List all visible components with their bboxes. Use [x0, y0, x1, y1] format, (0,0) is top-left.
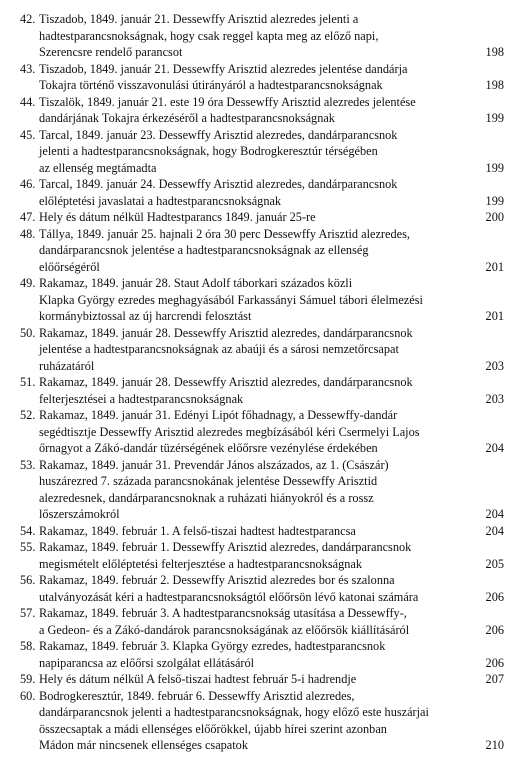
- page-number: 204: [485, 523, 504, 538]
- entry-line: lőszerszámokról: [39, 507, 120, 521]
- entry-line: Rakamaz, 1849. január 31. Prevendár János alszázados, az 1. (Császár): [39, 457, 389, 472]
- entry-line: Bodrogkeresztúr, 1849. február 6. Dessewffy Arisztid alezredes,: [39, 688, 355, 703]
- entry-number: 59.: [20, 672, 36, 686]
- entry-line: huszárezred 7. százada parancsnokának jelentése Dessewffy Arisztid: [39, 474, 378, 488]
- entry-line: Rakamaz, 1849. február 1. A felső-tiszai hadtest hadtestparancsa: [39, 523, 356, 538]
- entry-line: jelentése a hadtestparancsnokságnak az abaúji és a sárosi nemzetőrcsapat: [39, 342, 399, 356]
- toc-entry: [20, 539, 504, 572]
- entry-line: alezredesnek, dandárparancsnoknak a ruházati hiányokról és a rossz: [39, 490, 374, 505]
- entry-line: ruházatáról: [39, 358, 95, 373]
- entry-text: [39, 605, 504, 638]
- toc-entry: [20, 407, 504, 457]
- entry-line: Tiszadob, 1849. január 21. Dessewffy Arisztid alezredes jelenti a: [39, 12, 359, 26]
- entry-text: [39, 209, 504, 226]
- entry-line: az ellenség megtámadta: [39, 160, 157, 175]
- entry-line: Tarcal, 1849. január 23. Dessewffy Arisztid alezredes, dandárparancsnok: [39, 127, 398, 142]
- entry-line: Hely és dátum nélkül A felső-tiszai hadtest február 5-i hadrendje: [39, 672, 357, 686]
- page-number: 198: [485, 78, 504, 92]
- entry-line: Tiszadob, 1849. január 21. Dessewffy Arisztid alezredes jelentése dandárja: [39, 61, 408, 76]
- page-number: 200: [485, 210, 504, 224]
- entry-number: 50.: [20, 325, 36, 340]
- page-number: 207: [485, 672, 504, 686]
- toc-entry: [20, 209, 504, 226]
- entry-text: [39, 11, 504, 61]
- entry-number: 51.: [20, 375, 36, 389]
- entry-text: [39, 539, 504, 572]
- entry-line: a Gedeon- és a Zákó-dandárok parancsnokságának az előőrsök kiállításáról: [39, 622, 410, 637]
- page-number: 199: [485, 111, 504, 125]
- entry-text: [39, 638, 504, 671]
- page-number: 205: [485, 556, 504, 571]
- entry-line: Hely és dátum nélkül Hadtestparancs 1849. január 25-re: [39, 210, 316, 224]
- toc-entry: [20, 688, 504, 754]
- page-number: 203: [485, 391, 504, 406]
- page-number: 210: [485, 738, 504, 752]
- entry-number: 55.: [20, 540, 36, 554]
- entry-text: [39, 275, 504, 325]
- toc-entry: [20, 374, 504, 407]
- page-number: 206: [485, 589, 504, 604]
- toc-entry: [20, 176, 504, 209]
- page-number: 198: [485, 45, 504, 59]
- entry-text: [39, 325, 504, 375]
- entry-line: Tiszalök, 1849. január 21. este 19 óra Dessewffy Arisztid alezredes jelentése: [39, 94, 416, 109]
- entry-number: 54.: [20, 523, 36, 538]
- entry-number: 42.: [20, 12, 36, 26]
- entry-line: Tállya, 1849. január 25. hajnali 2 óra 30 perc Dessewffy Arisztid alezredes,: [39, 226, 410, 241]
- entry-line: Rakamaz, 1849. február 1. Dessewffy Arisztid alezredes, dandárparancsnok: [39, 540, 412, 554]
- table-of-contents: [20, 11, 504, 754]
- entry-line: napiparancsa az előőrsi szolgálat ellátásáról: [39, 655, 255, 670]
- page-number: 204: [485, 507, 504, 521]
- entry-text: [39, 671, 504, 688]
- entry-line: dandárparancsnok jelenti a hadtestparancsnokságnak, hogy előző este huszárjai: [39, 705, 429, 719]
- entry-line: Rakamaz, 1849. február 3. Klapka György ezredes, hadtestparancsnok: [39, 639, 386, 653]
- entry-number: 56.: [20, 573, 36, 587]
- entry-line: Tokajra történő visszavonulási útirányáról a hadtestparancsnokságnak: [39, 78, 383, 92]
- entry-line: dandárjának Tokajra érkezéséről a hadtestparancsnokságnak: [39, 111, 335, 125]
- entry-line: dandárparancsnok jelentése a hadtestparancsnokságnak az ellenség: [39, 243, 369, 257]
- entry-line: megismételt előléptetési felterjesztése a hadtestparancsnokságnak: [39, 556, 363, 571]
- toc-entry: [20, 638, 504, 671]
- entry-line: hadtestparancsnokságnak, hogy csak reggel kapta meg az előző napi,: [39, 28, 379, 43]
- entry-text: [39, 226, 504, 276]
- entry-line: előőrségéről: [39, 259, 100, 274]
- page-number: 199: [485, 160, 504, 175]
- entry-number: 58.: [20, 639, 36, 653]
- entry-text: [39, 572, 504, 605]
- entry-text: [39, 523, 504, 540]
- entry-number: 60.: [20, 688, 36, 703]
- page-number: 206: [485, 622, 504, 637]
- entry-line: Rakamaz, 1849. január 31. Edényi Lipót főhadnagy, a Dessewffy-dandár: [39, 408, 398, 422]
- entry-line: Szerencsre rendelő parancsot: [39, 45, 183, 59]
- entry-text: [39, 457, 504, 523]
- entry-line: Tarcal, 1849. január 24. Dessewffy Arisztid alezredes, dandárparancsnok: [39, 177, 398, 191]
- entry-line: előléptetési javaslatai a hadtestparancsnokságnak: [39, 193, 282, 208]
- entry-number: 44.: [20, 94, 36, 109]
- entry-text: [39, 61, 504, 94]
- page-number: 199: [485, 193, 504, 208]
- entry-line: őrnagyot a Zákó-dandár tüzérségének előőrsre vezénylése érdekében: [39, 441, 378, 455]
- entry-text: [39, 127, 504, 177]
- page-number: 201: [485, 259, 504, 274]
- toc-entry: [20, 275, 504, 325]
- entry-number: 46.: [20, 177, 36, 191]
- entry-line: felterjesztései a hadtestparancsnokságnak: [39, 391, 244, 406]
- toc-entry: [20, 523, 504, 540]
- entry-line: utalványozását kéri a hadtestparancsnokságtól előőrsön lévő katonai számára: [39, 589, 419, 604]
- entry-number: 43.: [20, 61, 36, 76]
- entry-line: Klapka György ezredes meghagyásából Farkassányi Sámuel tábori élelmezési: [39, 292, 423, 307]
- entry-line: összecsaptak a mádi ellenséges előőrökkel, újabb hírei szerint azonban: [39, 721, 387, 736]
- entry-number: 45.: [20, 127, 36, 142]
- toc-entry: [20, 226, 504, 276]
- entry-line: Mádon már nincsenek ellenséges csapatok: [39, 738, 248, 752]
- page-number: 206: [485, 655, 504, 670]
- entry-number: 47.: [20, 210, 36, 224]
- page-number: 201: [485, 309, 504, 323]
- entry-line: Rakamaz, 1849. február 2. Dessewffy Arisztid alezredes bor és szalonna: [39, 573, 395, 587]
- entry-text: [39, 407, 504, 457]
- entry-number: 49.: [20, 276, 36, 290]
- entry-number: 57.: [20, 606, 36, 620]
- toc-entry: [20, 605, 504, 638]
- entry-line: kormánybiztossal az új harcrendi felosztást: [39, 309, 252, 323]
- page-number: 204: [485, 441, 504, 455]
- entry-number: 53.: [20, 457, 36, 472]
- entry-line: Rakamaz, 1849. január 28. Dessewffy Arisztid alezredes, dandárparancsnok: [39, 375, 413, 389]
- toc-entry: [20, 61, 504, 94]
- entry-text: [39, 374, 504, 407]
- entry-text: [39, 176, 504, 209]
- entry-line: Rakamaz, 1849. január 28. Dessewffy Arisztid alezredes, dandárparancsnok: [39, 325, 413, 340]
- entry-number: 48.: [20, 226, 36, 241]
- entry-line: Rakamaz, 1849. február 3. A hadtestparancsnokság utasítása a Dessewffy-,: [39, 606, 407, 620]
- toc-entry: [20, 457, 504, 523]
- toc-entry: [20, 325, 504, 375]
- toc-entry: [20, 94, 504, 127]
- entry-number: 52.: [20, 408, 36, 422]
- toc-entry: [20, 127, 504, 177]
- entry-text: [39, 688, 504, 754]
- toc-entry: [20, 671, 504, 688]
- entry-line: segédtisztje Dessewffy Arisztid alezredes megbízásából kéri Csermelyi Lajos: [39, 424, 420, 439]
- toc-entry: [20, 572, 504, 605]
- entry-text: [39, 94, 504, 127]
- page-number: 203: [485, 358, 504, 373]
- entry-line: Rakamaz, 1849. január 28. Staut Adolf táborkari százados közli: [39, 276, 353, 290]
- entry-line: jelenti a hadtestparancsnokságnak, hogy Bodrogkeresztúr térségében: [39, 144, 378, 158]
- toc-entry: [20, 11, 504, 61]
